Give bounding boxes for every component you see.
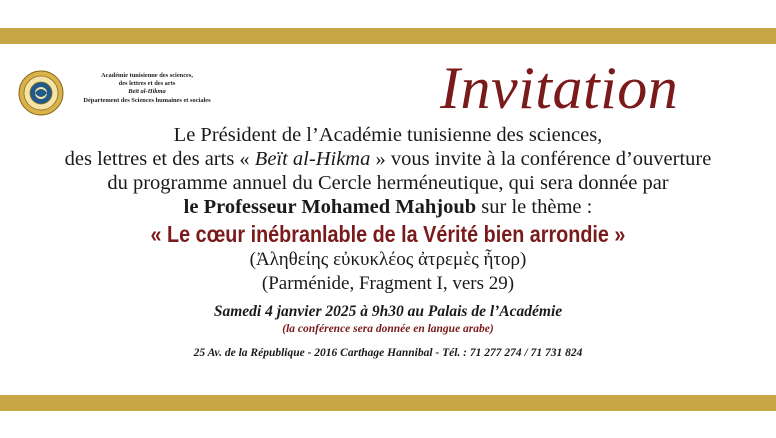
quote-source: (Parménide, Fragment I, vers 29) xyxy=(261,273,515,294)
contact-address: 25 Av. de la République - 2016 Carthage Hannibal - Tél. : 71 277 274 / 71 731 824 xyxy=(193,347,583,359)
event-date-location: Samedi 4 janvier 2025 à 9h30 au Palais de l’Académie xyxy=(213,303,563,320)
invitation-title: Invitation xyxy=(440,55,679,121)
org-name-line2: des lettres et des arts xyxy=(118,80,176,88)
intro-line-4 xyxy=(0,195,776,219)
intro-line-2-before: des lettres et des arts « xyxy=(64,148,255,170)
intro-line-4-after: sur le thème : xyxy=(476,196,593,218)
bottom-gold-band xyxy=(0,395,776,411)
academy-seal-icon xyxy=(18,70,64,116)
org-name-line1: Académie tunisienne des sciences, xyxy=(101,72,193,79)
org-name-line3: Beït al-Hikma xyxy=(128,88,166,96)
intro-line-3: du programme annuel du Cercle herméneutique, qui sera donnée par xyxy=(107,172,669,194)
academy-name: Beït al-Hikma xyxy=(254,148,371,170)
intro-line-2 xyxy=(0,147,776,171)
lecture-theme: « Le cœur inébranlable de la Vérité bien arrondie » xyxy=(150,221,626,247)
top-gold-band xyxy=(0,28,776,44)
intro-line-2-after: » vous invite à la conférence d’ouverture xyxy=(370,148,712,170)
speaker-name: le Professeur Mohamed Mahjoub xyxy=(183,196,477,218)
language-note: (la conférence sera donnée en langue arabe) xyxy=(282,323,494,335)
greek-quote: (Ἀληθείης εὐκυκλέος ἀτρεμὲς ἦτορ) xyxy=(249,249,527,270)
intro-line-1: Le Président de l’Académie tunisienne des sciences, xyxy=(173,124,603,146)
invitation-body xyxy=(0,123,776,361)
org-department: Département des Sciences humaines et sociales xyxy=(83,96,211,104)
organization-block xyxy=(62,72,232,105)
